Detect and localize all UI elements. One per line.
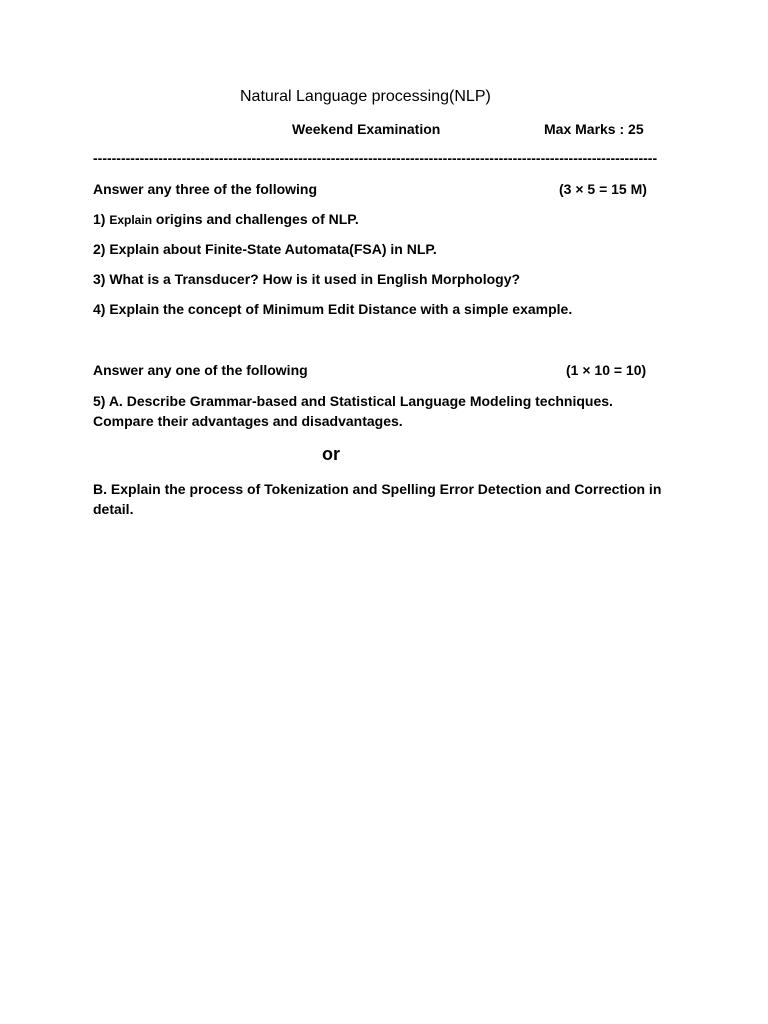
question-1 [93,211,359,227]
question-1-rest: origins and challenges of NLP. [152,211,359,227]
section-a-marks: (3 × 5 = 15 M) [559,181,647,197]
question-3: 3) What is a Transducer? How is it used in English Morphology? [93,271,521,287]
question-1-prefix: 1) [93,211,110,227]
question-5b: B. Explain the process of Tokenization and Spelling Error Detection and Correction in detail. [93,481,662,517]
section-b-marks: (1 × 10 = 10) [566,362,647,378]
divider-line: ------------------------------------------------------------------------------------------------------------------------- [93,150,658,166]
question-1-small-word: Explain [109,213,153,227]
question-2: 2) Explain about Finite-State Automata(FSA) in NLP. [93,241,437,257]
section-b-instruction: Answer any one of the following [93,362,308,378]
or-separator: or [322,444,340,464]
exam-title: Natural Language processing(NLP) [240,88,491,105]
exam-type: Weekend Examination [292,121,441,137]
question-4: 4) Explain the concept of Minimum Edit Distance with a simple example. [93,301,573,317]
question-5a: 5) A. Describe Grammar-based and Statistical Language Modeling techniques. Compare their advantages and disadvantages. [93,393,613,429]
max-marks: Max Marks : 25 [544,121,644,137]
section-a-instruction: Answer any three of the following [93,181,318,197]
